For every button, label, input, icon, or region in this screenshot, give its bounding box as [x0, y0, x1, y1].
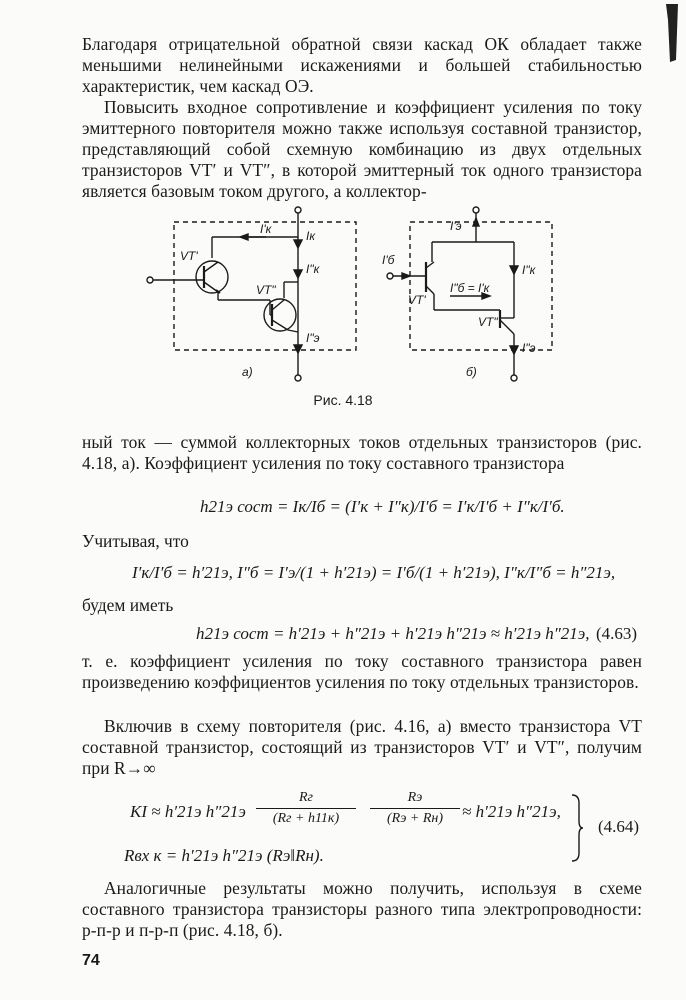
paragraph-5: Включив в схему повторителя (рис. 4.16, а) вместо транзистора VT составной транзистор, состоящий из транзисторов VT′ и VT″, получим при R→∞ — [82, 716, 642, 778]
paragraph-1: Благодаря отрицательной обратной связи каскад ОК обладает также меньшими нелинейными искажениями и большей стабильностью характеристик, чем каскад ОЭ. — [82, 34, 642, 96]
svg-text:I'к: I'к — [260, 222, 272, 236]
svg-text:I"к: I"к — [522, 263, 536, 277]
paragraph-6: Аналогичные результаты можно получить, используя в схеме составного транзистора транзисторы разного типа электропроводности: р-п-р и п-р-п (рис. 4.18, б). — [82, 878, 642, 940]
equation-number-4-64: (4.64) — [598, 817, 640, 836]
svg-text:I"э: I"э — [306, 331, 320, 345]
svg-text:VT": VT" — [256, 283, 276, 297]
equation-4-64-rin: Rвх к = h′21э h″21э (Rэ‖Rн). — [124, 846, 324, 865]
svg-text:I'б: I'б — [382, 253, 395, 267]
equation-number-4-63: (4.63) — [596, 624, 638, 643]
page-edge-mark — [656, 0, 686, 70]
svg-text:VT': VT' — [180, 249, 198, 263]
equation-4-63: h21э сост = h′21э + h″21э + h′21э h″21э ≈ h′21э h″21э, — [196, 624, 590, 643]
equation-4-64-ki-rhs: ≈ h′21э h″21э, — [462, 802, 561, 821]
svg-text:Iк: Iк — [306, 229, 315, 243]
label-considering: Учитывая, что — [82, 531, 189, 551]
svg-text:VT': VT' — [408, 293, 426, 307]
fraction-rg — [256, 790, 356, 827]
fraction-re-numerator: Rэ — [370, 790, 460, 809]
paragraph-3: ный ток — суммой коллекторных токов отдельных транзисторов (рис. 4.18, а). Коэффициент усиления по току составного транзистора — [82, 432, 642, 473]
equation-4-64-ki-lhs: KI ≈ h′21э h″21э — [130, 802, 246, 821]
svg-text:а): а) — [242, 365, 253, 379]
fraction-rg-numerator: Rг — [256, 790, 356, 809]
right-brace — [570, 793, 584, 863]
fraction-rg-denominator: (Rг + h11к) — [272, 811, 340, 826]
svg-text:I"к: I"к — [306, 262, 320, 276]
label-we-have: будем иметь — [82, 595, 174, 615]
equation-substitutions: I′к/I′б = h′21э, I″б = I′э/(1 + h′21э) = I′б/(1 + h′21э), I″к/I″б = h″21э, — [132, 563, 616, 582]
page-number: 74 — [82, 952, 100, 969]
svg-text:I'э: I'э — [450, 219, 462, 233]
svg-text:б): б) — [466, 365, 477, 379]
fraction-re-denominator: (Rэ + Rн) — [387, 811, 443, 826]
fraction-re — [370, 790, 460, 827]
svg-text:I"б = I'к: I"б = I'к — [450, 281, 490, 295]
figure-4-18-circuit-diagrams — [120, 200, 580, 386]
equation-composite-gain: h21э сост = Iк/Iб = (I′к + I″к)/I′б = I′к/I′б + I″к/I′б. — [200, 497, 565, 516]
svg-text:VT": VT" — [478, 315, 498, 329]
paragraph-4: т. е. коэффициент усиления по току составного транзистора равен произведению коэффициентов усиления по току отдельных транзисторов. — [82, 651, 642, 692]
figure-caption: Рис. 4.18 — [313, 392, 373, 408]
svg-text:I"э: I"э — [522, 341, 536, 355]
paragraph-2: Повысить входное сопротивление и коэффициент усиления по току эмиттерного повторителя можно также используя составной транзистор, представляющий собой схемную комбинацию из двух отдельных транзисторов VT′ и VT″, в которой эмиттерный ток одного транзистора является базовым током другого, а коллектор- — [82, 97, 642, 201]
circuit-a — [147, 207, 356, 381]
